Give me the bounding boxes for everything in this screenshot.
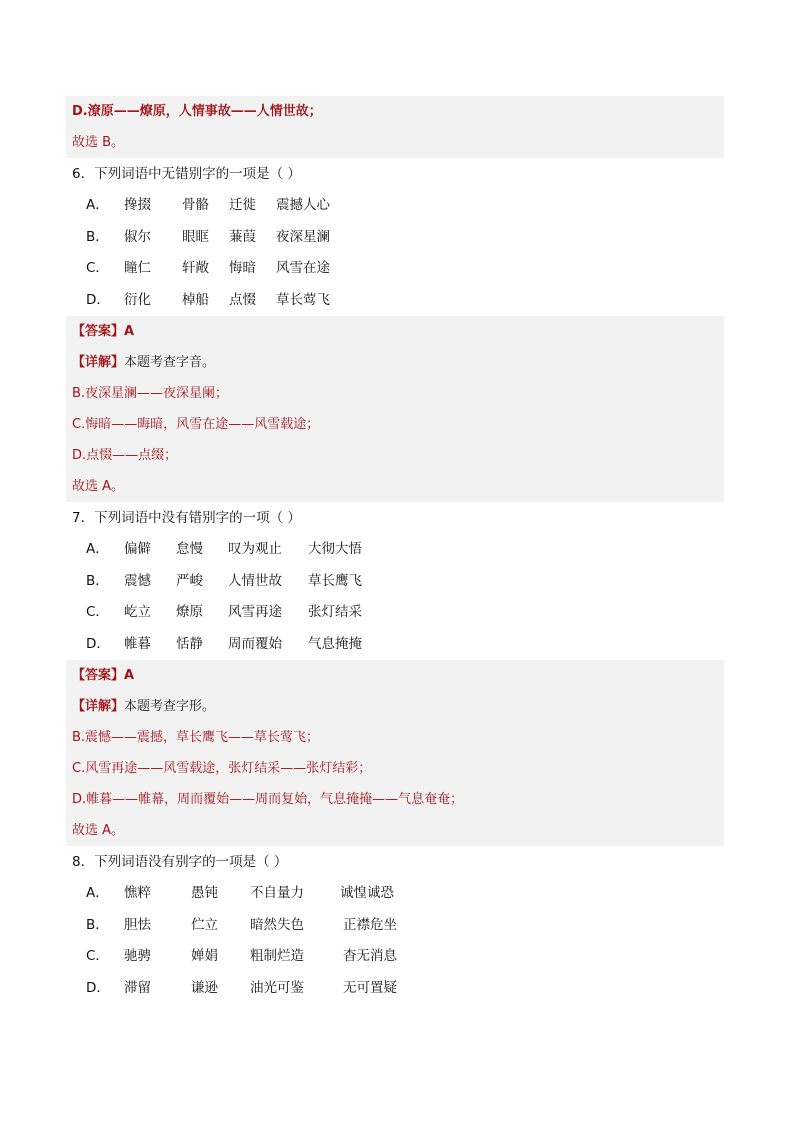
option-label: C． bbox=[86, 604, 109, 620]
option-word: 风雪再途 bbox=[228, 604, 282, 620]
option-d bbox=[66, 629, 724, 661]
option-word: 瞳仁 bbox=[124, 260, 151, 276]
explanation-line: D.点惙——点缀； bbox=[72, 448, 178, 463]
option-word: 婵娟 bbox=[191, 948, 218, 964]
option-word: 张灯结采 bbox=[308, 604, 362, 620]
answer-block bbox=[66, 660, 724, 846]
option-a bbox=[66, 190, 724, 222]
conclusion-line: 故选 B。 bbox=[72, 135, 125, 150]
option-label: C． bbox=[86, 948, 109, 964]
option-a bbox=[66, 534, 724, 566]
option-b bbox=[66, 566, 724, 598]
explanation-line: D.帷暮——帷幕，周而覆始——周而复始，气息掩掩——气息奄奄； bbox=[72, 792, 464, 807]
detail-label: 【详解】 bbox=[72, 699, 125, 714]
option-word: 诚惶诚恐 bbox=[340, 885, 394, 901]
option-word: 草长鹰飞 bbox=[308, 572, 362, 589]
option-word: 愚钝 bbox=[191, 885, 218, 901]
option-label: D． bbox=[86, 635, 110, 652]
detail-text: 本题考查字形。 bbox=[124, 699, 216, 714]
option-word: 胆怯 bbox=[124, 916, 151, 933]
option-label: A． bbox=[86, 541, 109, 557]
option-a bbox=[66, 878, 724, 910]
option-word: 气息掩掩 bbox=[308, 635, 362, 652]
option-word: 衍化 bbox=[124, 291, 151, 308]
option-word: 伫立 bbox=[191, 916, 218, 933]
detail-line bbox=[66, 691, 724, 722]
answer-line bbox=[66, 316, 724, 347]
option-c bbox=[66, 941, 724, 973]
question-6 bbox=[66, 159, 724, 502]
answer-value: A bbox=[124, 324, 135, 339]
option-word: 偏僻 bbox=[124, 541, 151, 557]
option-label: A． bbox=[86, 885, 109, 901]
question-8 bbox=[66, 847, 724, 1004]
option-word: 大彻大悟 bbox=[308, 541, 362, 557]
option-word: 杳无消息 bbox=[343, 948, 397, 964]
option-word: 叹为观止 bbox=[228, 541, 282, 557]
question-number: 6． bbox=[72, 166, 95, 182]
option-word: 恬静 bbox=[176, 635, 203, 652]
question-stem bbox=[66, 159, 724, 190]
option-label: C． bbox=[86, 260, 109, 276]
answer-line bbox=[66, 660, 724, 691]
conclusion-line: 故选 A。 bbox=[72, 479, 125, 494]
option-word: 棹船 bbox=[182, 291, 209, 308]
conclusion-line: 故选 A。 bbox=[72, 823, 125, 838]
question-7 bbox=[66, 503, 724, 846]
option-label: D． bbox=[86, 291, 110, 308]
option-word: 骨骼 bbox=[182, 197, 209, 213]
previous-explanation-block bbox=[66, 96, 724, 158]
explanation-line: C.悔暗——晦暗，风雪在途——风雪载途； bbox=[72, 417, 320, 432]
option-word: 周而覆始 bbox=[228, 635, 282, 652]
option-word: 粗制烂造 bbox=[250, 948, 304, 964]
option-label: D． bbox=[86, 979, 110, 996]
option-word: 草长莺飞 bbox=[276, 291, 330, 308]
question-text: 下列词语没有别字的一项是（ ） bbox=[94, 854, 288, 870]
option-word: 轩敞 bbox=[182, 260, 209, 276]
option-word: 搀掇 bbox=[124, 197, 151, 213]
option-d bbox=[66, 285, 724, 317]
option-word: 迁徙 bbox=[229, 197, 256, 213]
options-list bbox=[66, 190, 724, 316]
option-label: B． bbox=[86, 572, 109, 589]
option-word: 不自量力 bbox=[250, 885, 304, 901]
question-text: 下列词语中无错别字的一项是（ ） bbox=[94, 166, 301, 182]
options-list bbox=[66, 534, 724, 660]
question-stem bbox=[66, 847, 724, 878]
option-word: 暗然失色 bbox=[250, 916, 304, 933]
option-word: 驰骋 bbox=[124, 948, 151, 964]
option-word: 震撼人心 bbox=[276, 197, 330, 213]
option-word: 俶尔 bbox=[124, 228, 151, 245]
option-word: 悔暗 bbox=[229, 260, 256, 276]
explanation-line: B.震憾——震撼，草长鹰飞——草长莺飞； bbox=[72, 730, 320, 745]
option-word: 震憾 bbox=[124, 572, 151, 589]
option-word: 谦逊 bbox=[191, 979, 218, 996]
question-text: 下列词语中没有错别字的一项（ ） bbox=[94, 510, 301, 526]
option-c bbox=[66, 253, 724, 285]
detail-label: 【详解】 bbox=[72, 355, 125, 370]
document-page bbox=[66, 96, 724, 1004]
option-word: 怠慢 bbox=[176, 541, 203, 557]
options-list bbox=[66, 878, 724, 1004]
question-number: 7． bbox=[72, 510, 95, 526]
option-label: B． bbox=[86, 228, 109, 245]
option-word: 无可置疑 bbox=[343, 979, 397, 996]
option-word: 蒹葭 bbox=[229, 228, 256, 245]
option-word: 屹立 bbox=[124, 604, 151, 620]
option-word: 帷暮 bbox=[124, 635, 151, 652]
explanation-line: D.潦原——燎原，人情事故——人情世故； bbox=[72, 104, 322, 119]
explanation-line: C.风雪再途——风雪载途，张灯结采——张灯结彩； bbox=[72, 761, 372, 776]
option-d bbox=[66, 973, 724, 1005]
option-b bbox=[66, 222, 724, 254]
answer-value: A bbox=[124, 668, 135, 683]
option-word: 正襟危坐 bbox=[343, 916, 397, 933]
answer-label: 【答案】 bbox=[72, 324, 125, 339]
question-stem bbox=[66, 503, 724, 534]
option-b bbox=[66, 910, 724, 942]
option-word: 燎原 bbox=[176, 604, 203, 620]
option-word: 严峻 bbox=[176, 572, 203, 589]
detail-line bbox=[66, 347, 724, 378]
option-word: 憔粹 bbox=[124, 885, 151, 901]
answer-block bbox=[66, 316, 724, 502]
detail-text: 本题考查字音。 bbox=[124, 355, 216, 370]
option-word: 油光可鉴 bbox=[250, 979, 304, 996]
option-word: 人情世故 bbox=[228, 572, 282, 589]
option-word: 滞留 bbox=[124, 979, 151, 996]
option-c bbox=[66, 597, 724, 629]
option-word: 风雪在途 bbox=[276, 260, 330, 276]
option-word: 夜深星澜 bbox=[276, 228, 330, 245]
option-word: 眼眶 bbox=[182, 228, 209, 245]
explanation-line: B.夜深星澜——夜深星阑； bbox=[72, 386, 229, 401]
question-number: 8． bbox=[72, 854, 95, 870]
answer-label: 【答案】 bbox=[72, 668, 125, 683]
option-label: A． bbox=[86, 197, 109, 213]
option-word: 点惙 bbox=[229, 291, 256, 308]
option-label: B． bbox=[86, 916, 109, 933]
